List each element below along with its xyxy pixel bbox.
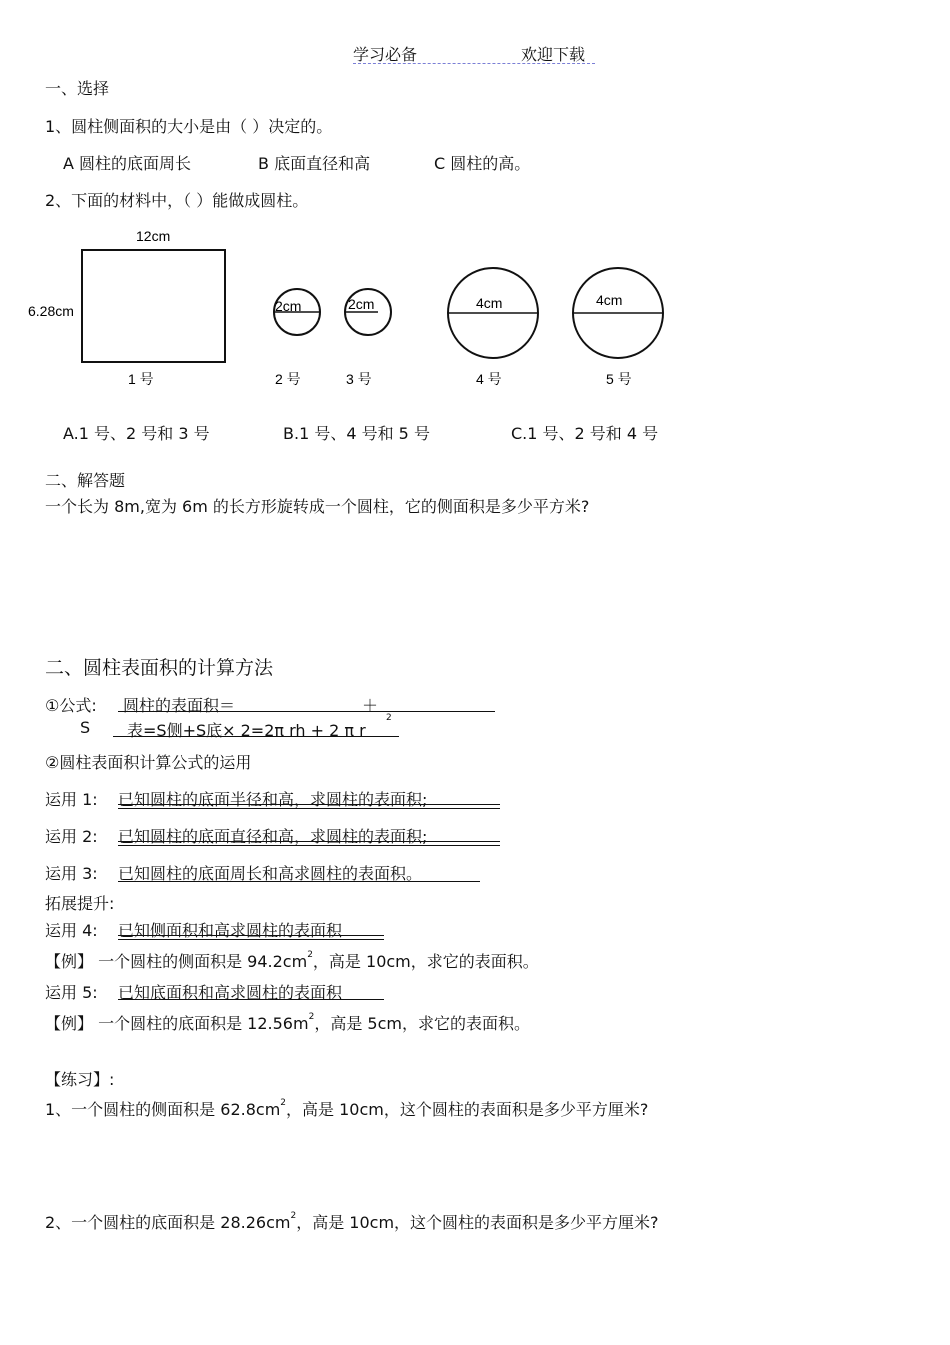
use-1-label: 运用 1: bbox=[45, 790, 98, 809]
extend-title: 拓展提升: bbox=[45, 894, 115, 913]
example-5-pre: 【例】 一个圆柱的底面积是 12.56m bbox=[45, 1014, 309, 1033]
q2-option-c: C.1 号、2 号和 4 号 bbox=[511, 424, 659, 443]
header-divider bbox=[353, 63, 595, 64]
section-title: 二、解答题 bbox=[45, 471, 126, 490]
figure-label-2: 2 号 bbox=[275, 371, 301, 387]
use-5-underline bbox=[118, 999, 384, 1000]
example-4-pre: 【例】 一个圆柱的侧面积是 94.2cm bbox=[45, 952, 308, 971]
example-4 bbox=[45, 949, 539, 972]
rect-width-label: 12cm bbox=[136, 228, 171, 244]
q2-option-a: A.1 号、2 号和 3 号 bbox=[63, 424, 210, 443]
question-1: 1、圆柱侧面积的大小是由（ ）决定的。 bbox=[45, 117, 333, 136]
practice-2-sup: 2 bbox=[290, 1210, 297, 1221]
section-title: 一、选择 bbox=[45, 79, 110, 98]
practice-1-sup: 2 bbox=[280, 1097, 287, 1108]
formula2-s: S bbox=[80, 718, 91, 737]
circle-2-label: 2cm bbox=[275, 298, 302, 314]
practice-1 bbox=[45, 1097, 648, 1120]
figure-label-5: 5 号 bbox=[606, 371, 632, 387]
formula-label: ①公式: bbox=[45, 696, 97, 715]
formula-underline bbox=[118, 711, 495, 712]
usage-title: ②圆柱表面积计算公式的运用 bbox=[45, 753, 252, 772]
use-2-underline bbox=[118, 841, 500, 846]
example-4-post: ，高是 10cm，求它的表面积。 bbox=[312, 952, 539, 971]
circle-5-label: 4cm bbox=[596, 292, 623, 308]
use-3-label: 运用 3: bbox=[45, 864, 98, 883]
circle-4-label: 4cm bbox=[476, 295, 503, 311]
header-left: 学习必备 bbox=[353, 45, 418, 64]
example-4-sup: 2 bbox=[307, 949, 313, 960]
use-5-label: 运用 5: bbox=[45, 983, 98, 1002]
example-5-post: ，高是 5cm，求它的表面积。 bbox=[314, 1014, 530, 1033]
example-5 bbox=[45, 1011, 530, 1034]
figure-label-3: 3 号 bbox=[346, 371, 372, 387]
rect-height-label: 6.28cm bbox=[28, 303, 74, 319]
formula2-text: 表=S侧+S底× 2=2π rh + 2 π r bbox=[127, 721, 366, 740]
practice-2 bbox=[45, 1210, 659, 1233]
material-figures bbox=[0, 220, 950, 400]
formula2-underline bbox=[113, 736, 399, 737]
use-5-text: 已知底面积和高求圆柱的表面积 bbox=[118, 983, 343, 1002]
formula-plus: ＋ bbox=[362, 696, 379, 715]
use-1-underline bbox=[118, 804, 500, 809]
practice-2-pre: 2、一个圆柱的底面积是 28.26cm bbox=[45, 1213, 291, 1232]
example-5-sup: 2 bbox=[308, 1011, 315, 1022]
q1-option-a: A 圆柱的底面周长 bbox=[63, 154, 192, 173]
formula2-sup: 2 bbox=[386, 713, 392, 723]
figure-label-4: 4 号 bbox=[476, 371, 502, 387]
use-2-label: 运用 2: bbox=[45, 827, 98, 846]
question-2: 2、下面的材料中，（ ）能做成圆柱。 bbox=[45, 191, 309, 210]
q2-option-b: B.1 号、4 号和 5 号 bbox=[283, 424, 430, 443]
practice-1-pre: 1、一个圆柱的侧面积是 62.8cm bbox=[45, 1100, 281, 1119]
q1-option-c: C 圆柱的高。 bbox=[434, 154, 531, 173]
problem-text: 一个长为 8m,宽为 6m 的长方形旋转成一个圆柱，它的侧面积是多少平方米? bbox=[45, 497, 590, 516]
figure-label-1: 1 号 bbox=[128, 371, 154, 387]
formula-text: 圆柱的表面积＝ bbox=[123, 696, 236, 715]
use-1-text: 已知圆柱的底面半径和高，求圆柱的表面积; bbox=[118, 790, 428, 809]
use-2-text: 已知圆柱的底面直径和高，求圆柱的表面积; bbox=[118, 827, 428, 846]
header-right: 欢迎下载 bbox=[521, 45, 586, 64]
use-3-underline bbox=[118, 881, 480, 882]
rectangle-1 bbox=[82, 250, 225, 362]
use-4-underline bbox=[118, 935, 384, 940]
section-title: 二、圆柱表面积的计算方法 bbox=[45, 657, 274, 679]
practice-title: 【练习】: bbox=[45, 1070, 115, 1089]
practice-1-post: ，高是 10cm，这个圆柱的表面积是多少平方厘米? bbox=[286, 1100, 649, 1119]
practice-2-post: ，高是 10cm，这个圆柱的表面积是多少平方厘米? bbox=[296, 1213, 659, 1232]
use-4-label: 运用 4: bbox=[45, 921, 98, 940]
circle-3-label: 2cm bbox=[348, 296, 375, 312]
use-3-text: 已知圆柱的底面周长和高求圆柱的表面积。 bbox=[118, 864, 423, 883]
use-4-text: 已知侧面积和高求圆柱的表面积 bbox=[118, 921, 343, 940]
q1-option-b: B 底面直径和高 bbox=[258, 154, 371, 173]
